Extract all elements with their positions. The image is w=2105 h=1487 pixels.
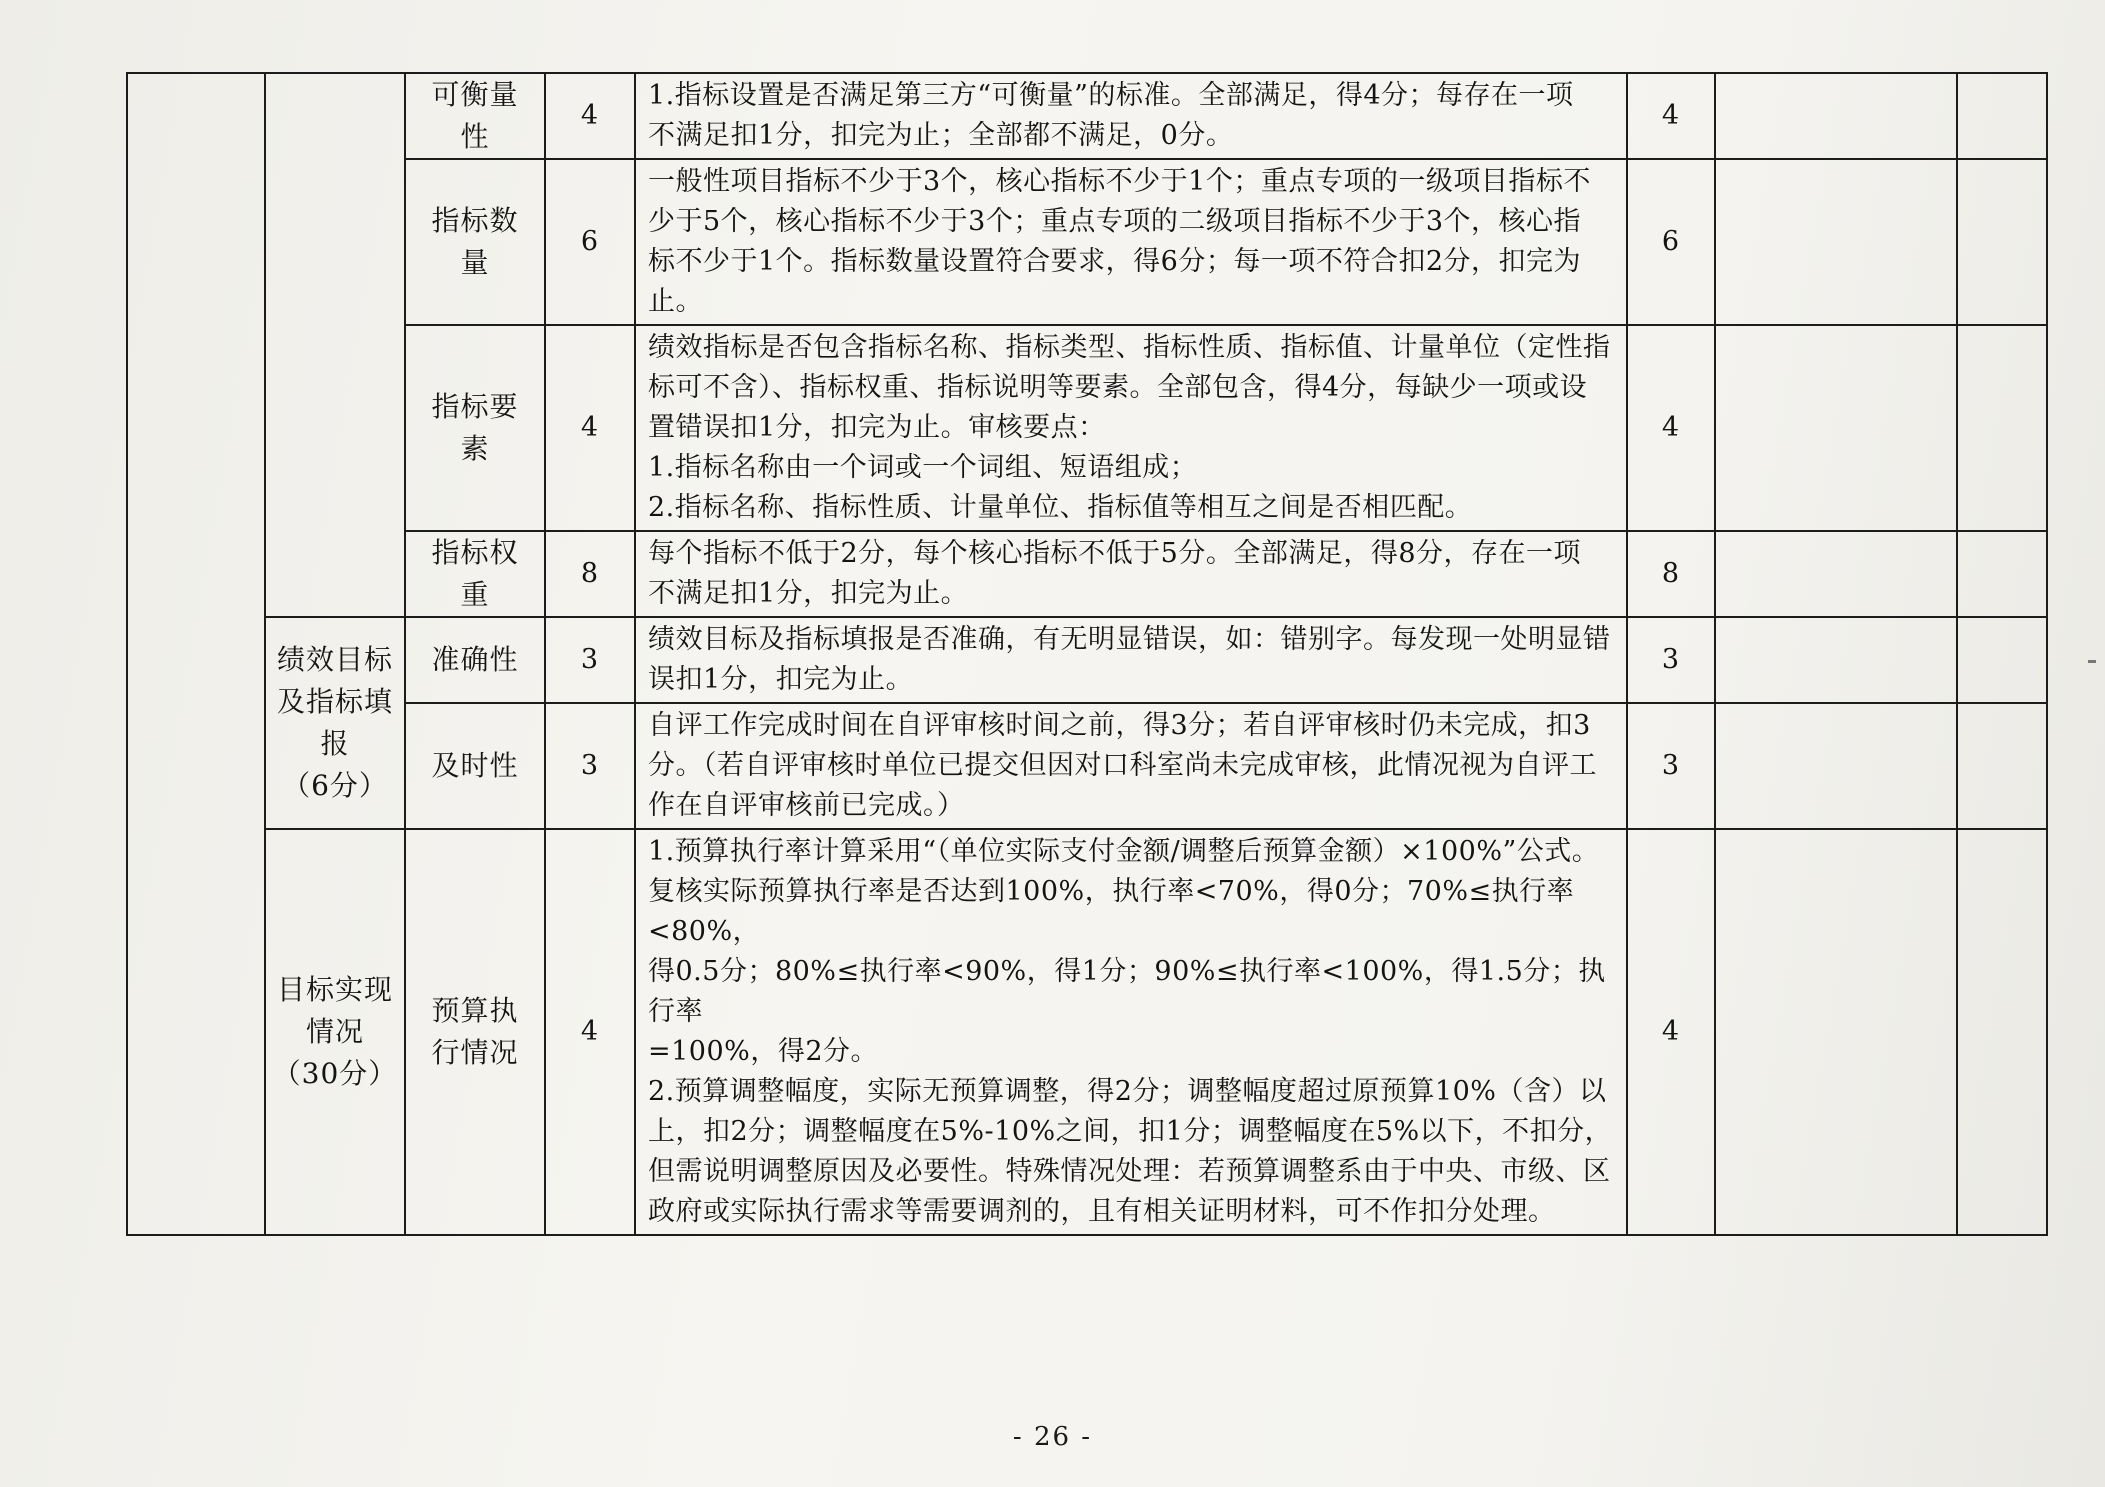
score-cell: 8 <box>1627 531 1715 617</box>
table-row <box>127 325 2047 531</box>
deduction-reason-cell <box>1715 617 1957 703</box>
subindicator-cell <box>405 325 545 531</box>
table-row <box>127 531 2047 617</box>
category-cell <box>265 617 405 829</box>
criteria-cell <box>635 73 1627 159</box>
score-cell: 4 <box>1627 73 1715 159</box>
criteria-line: 绩效指标是否包含指标名称、指标类型、指标性质、指标值、计量单位（定性指 <box>648 332 1611 363</box>
score-cell: 4 <box>1627 829 1715 1235</box>
category-label: 情况 <box>305 1015 364 1048</box>
level1-category-cell <box>127 73 265 1235</box>
criteria-line: 但需说明调整原因及必要性。特殊情况处理：若预算调整系由于中央、市级、区 <box>648 1156 1611 1187</box>
criteria-cell <box>635 703 1627 829</box>
category-label: （30分） <box>272 1057 398 1090</box>
remarks-cell <box>1957 325 2047 531</box>
category-label: （6分） <box>282 769 388 802</box>
category-cell-continued <box>265 73 405 617</box>
subindicator-cell <box>405 703 545 829</box>
scoring-table <box>126 72 2048 1236</box>
remarks-cell <box>1957 829 2047 1235</box>
weight-cell: 4 <box>545 325 635 531</box>
criteria-line: 标不少于1个。指标数量设置符合要求，得6分；每一项不符合扣2分，扣完为 <box>648 246 1582 277</box>
criteria-line: 作在自评审核前已完成。） <box>648 790 965 821</box>
criteria-line: 2.预算调整幅度，实际无预算调整，得2分；调整幅度超过原预算10%（含）以 <box>648 1076 1607 1107</box>
weight-cell: 4 <box>545 73 635 159</box>
table-row <box>127 829 2047 1235</box>
remarks-cell <box>1957 73 2047 159</box>
criteria-line: 不满足扣1分，扣完为止。 <box>648 578 969 609</box>
criteria-cell <box>635 325 1627 531</box>
criteria-line: 误扣1分，扣完为止。 <box>648 664 914 695</box>
table-row <box>127 159 2047 325</box>
criteria-line: 一般性项目指标不少于3个，核心指标不少于1个；重点专项的一级项目指标不 <box>648 166 1591 197</box>
criteria-cell <box>635 829 1627 1235</box>
subindicator-label: 可衡量 <box>431 78 519 111</box>
category-cell <box>265 829 405 1235</box>
weight-cell: 6 <box>545 159 635 325</box>
criteria-line: 上，扣2分；调整幅度在5%-10%之间，扣1分；调整幅度在5%以下，不扣分， <box>648 1116 1613 1147</box>
criteria-line: 2.指标名称、指标性质、计量单位、指标值等相互之间是否相匹配。 <box>648 492 1473 523</box>
criteria-line: 不满足扣1分，扣完为止；全部都不满足，0分。 <box>648 120 1234 151</box>
subindicator-cell <box>405 159 545 325</box>
subindicator-cell <box>405 829 545 1235</box>
criteria-line: =100%，得2分。 <box>648 1036 878 1067</box>
criteria-line: 每个指标不低于2分，每个核心指标不低于5分。全部满足，得8分，存在一项 <box>648 538 1582 569</box>
criteria-line: 政府或实际执行需求等需要调剂的，且有相关证明材料，可不作扣分处理。 <box>648 1196 1556 1227</box>
subindicator-label: 行情况 <box>431 1036 519 1069</box>
criteria-line: 置错误扣1分，扣完为止。审核要点： <box>648 412 1106 443</box>
criteria-line: 止。 <box>648 286 703 317</box>
subindicator-cell <box>405 73 545 159</box>
score-cell: 4 <box>1627 325 1715 531</box>
criteria-line: 绩效目标及指标填报是否准确，有无明显错误，如：错别字。每发现一处明显错 <box>648 624 1611 655</box>
score-cell: 3 <box>1627 617 1715 703</box>
table-row <box>127 73 2047 159</box>
weight-cell: 3 <box>545 703 635 829</box>
deduction-reason-cell <box>1715 531 1957 617</box>
criteria-cell <box>635 531 1627 617</box>
subindicator-label: 及时性 <box>431 749 519 782</box>
subindicator-label: 性 <box>460 120 490 153</box>
score-cell: 3 <box>1627 703 1715 829</box>
deduction-reason-cell <box>1715 829 1957 1235</box>
criteria-line: 分。（若自评审核时单位已提交但因对口科室尚未完成审核，此情况视为自评工 <box>648 750 1597 781</box>
page-number: - 26 - <box>1012 1422 1093 1452</box>
deduction-reason-cell <box>1715 73 1957 159</box>
score-cell: 6 <box>1627 159 1715 325</box>
deduction-reason-cell <box>1715 325 1957 531</box>
category-label: 报 <box>320 727 350 760</box>
weight-cell: 4 <box>545 829 635 1235</box>
weight-cell: 8 <box>545 531 635 617</box>
remarks-cell <box>1957 617 2047 703</box>
category-label: 绩效目标 <box>276 643 393 676</box>
criteria-line: 少于5个，核心指标不少于3个；重点专项的二级项目指标不少于3个，核心指 <box>648 206 1582 237</box>
subindicator-cell <box>405 617 545 703</box>
criteria-line: 1.预算执行率计算采用“（单位实际支付金额/调整后预算金额）×100%”公式。 <box>648 836 1600 867</box>
scan-mark <box>2088 660 2096 663</box>
subindicator-label: 指标要 <box>431 390 519 423</box>
subindicator-label: 准确性 <box>431 643 519 676</box>
remarks-cell <box>1957 531 2047 617</box>
criteria-line: 标可不含）、指标权重、指标说明等要素。全部包含，得4分，每缺少一项或设 <box>648 372 1588 403</box>
criteria-line: 得0.5分；80%≤执行率<90%，得1分；90%≤执行率<100%，得1.5分；执行率 <box>648 956 1606 1027</box>
deduction-reason-cell <box>1715 159 1957 325</box>
weight-cell: 3 <box>545 617 635 703</box>
subindicator-label: 指标权 <box>431 536 519 569</box>
remarks-cell <box>1957 703 2047 829</box>
criteria-cell <box>635 617 1627 703</box>
category-label: 目标实现 <box>276 973 393 1006</box>
deduction-reason-cell <box>1715 703 1957 829</box>
subindicator-label: 指标数 <box>431 204 519 237</box>
table-row <box>127 617 2047 703</box>
criteria-line: 自评工作完成时间在自评审核时间之前，得3分；若自评审核时仍未完成，扣3 <box>648 710 1591 741</box>
criteria-cell <box>635 159 1627 325</box>
table-row <box>127 703 2047 829</box>
criteria-line: 1.指标名称由一个词或一个词组、短语组成； <box>648 452 1198 483</box>
subindicator-label: 量 <box>460 246 490 279</box>
subindicator-label: 素 <box>460 432 490 465</box>
subindicator-cell <box>405 531 545 617</box>
subindicator-label: 预算执 <box>431 994 519 1027</box>
subindicator-label: 重 <box>460 578 490 611</box>
criteria-line: 1.指标设置是否满足第三方“可衡量”的标准。全部满足，得4分；每存在一项 <box>648 80 1574 111</box>
category-label: 及指标填 <box>276 685 393 718</box>
criteria-line: 复核实际预算执行率是否达到100%，执行率<70%，得0分；70%≤执行率<80%， <box>648 876 1575 947</box>
remarks-cell <box>1957 159 2047 325</box>
